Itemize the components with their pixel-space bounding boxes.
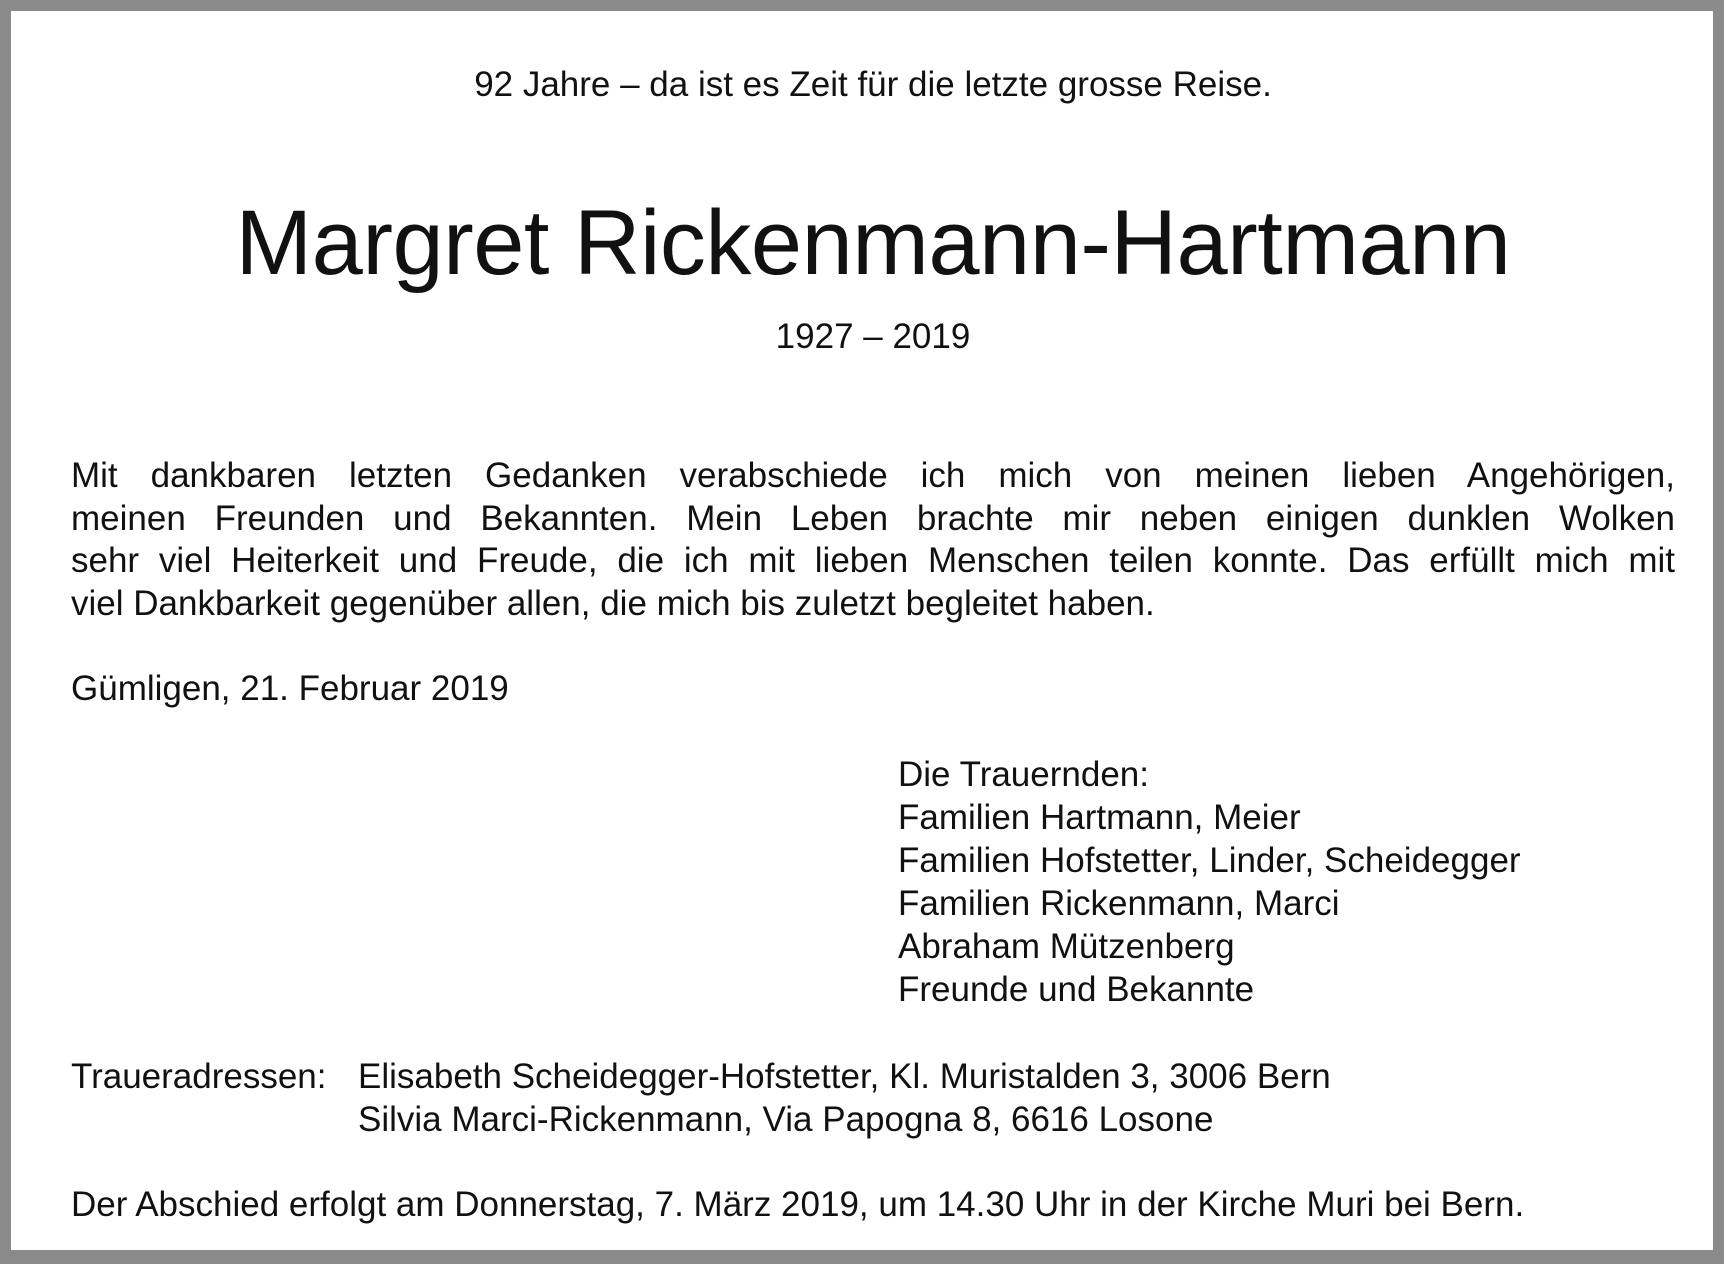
mourner-entry: Familien Hartmann, Meier — [898, 798, 1301, 837]
ceremony-info: Der Abschied erfolgt am Donnerstag, 7. März 2019, um 14.30 Uhr in der Kirche Muri bei Bern. — [71, 1185, 1525, 1224]
place-date: Gümligen, 21. Februar 2019 — [71, 669, 509, 708]
message-line: meinen Freunden und Bekannten. Mein Leben brachte mir neben einigen dunklen Wolken — [71, 498, 1675, 538]
mourner-entry: Freunde und Bekannte — [898, 970, 1255, 1009]
address-entry: Silvia Marci-Rickenmann, Via Papogna 8, 6616 Losone — [358, 1100, 1214, 1139]
message-line: sehr viel Heiterkeit und Freude, die ich mit lieben Menschen teilen konnte. Das erfüllt mich mit — [71, 541, 1675, 580]
motto-line: 92 Jahre – da ist es Zeit für die letzte grosse Reise. — [474, 65, 1272, 104]
mourner-entry: Abraham Mützenberg — [898, 927, 1235, 966]
mourners-heading: Die Trauernden: — [898, 755, 1149, 794]
address-entry: Elisabeth Scheidegger-Hofstetter, Kl. Muristalden 3, 3006 Bern — [358, 1057, 1331, 1096]
message-line: viel Dankbarkeit gegenüber allen, die mich bis zuletzt begleitet haben. — [71, 583, 1155, 623]
farewell-message — [71, 455, 1675, 625]
mourners-list — [898, 753, 1521, 1011]
addresses-list — [358, 1055, 1331, 1141]
life-years: 1927 – 2019 — [775, 317, 971, 356]
mourner-entry: Familien Rickenmann, Marci — [898, 884, 1340, 923]
mourner-entry: Familien Hofstetter, Linder, Scheidegger — [898, 841, 1521, 880]
deceased-name: Margret Rickenmann-Hartmann — [235, 192, 1511, 294]
addresses-label: Traueradressen: — [71, 1057, 327, 1096]
message-line: Mit dankbaren letzten Gedanken verabschiede ich mich von meinen lieben Angehörigen, — [71, 456, 1675, 495]
